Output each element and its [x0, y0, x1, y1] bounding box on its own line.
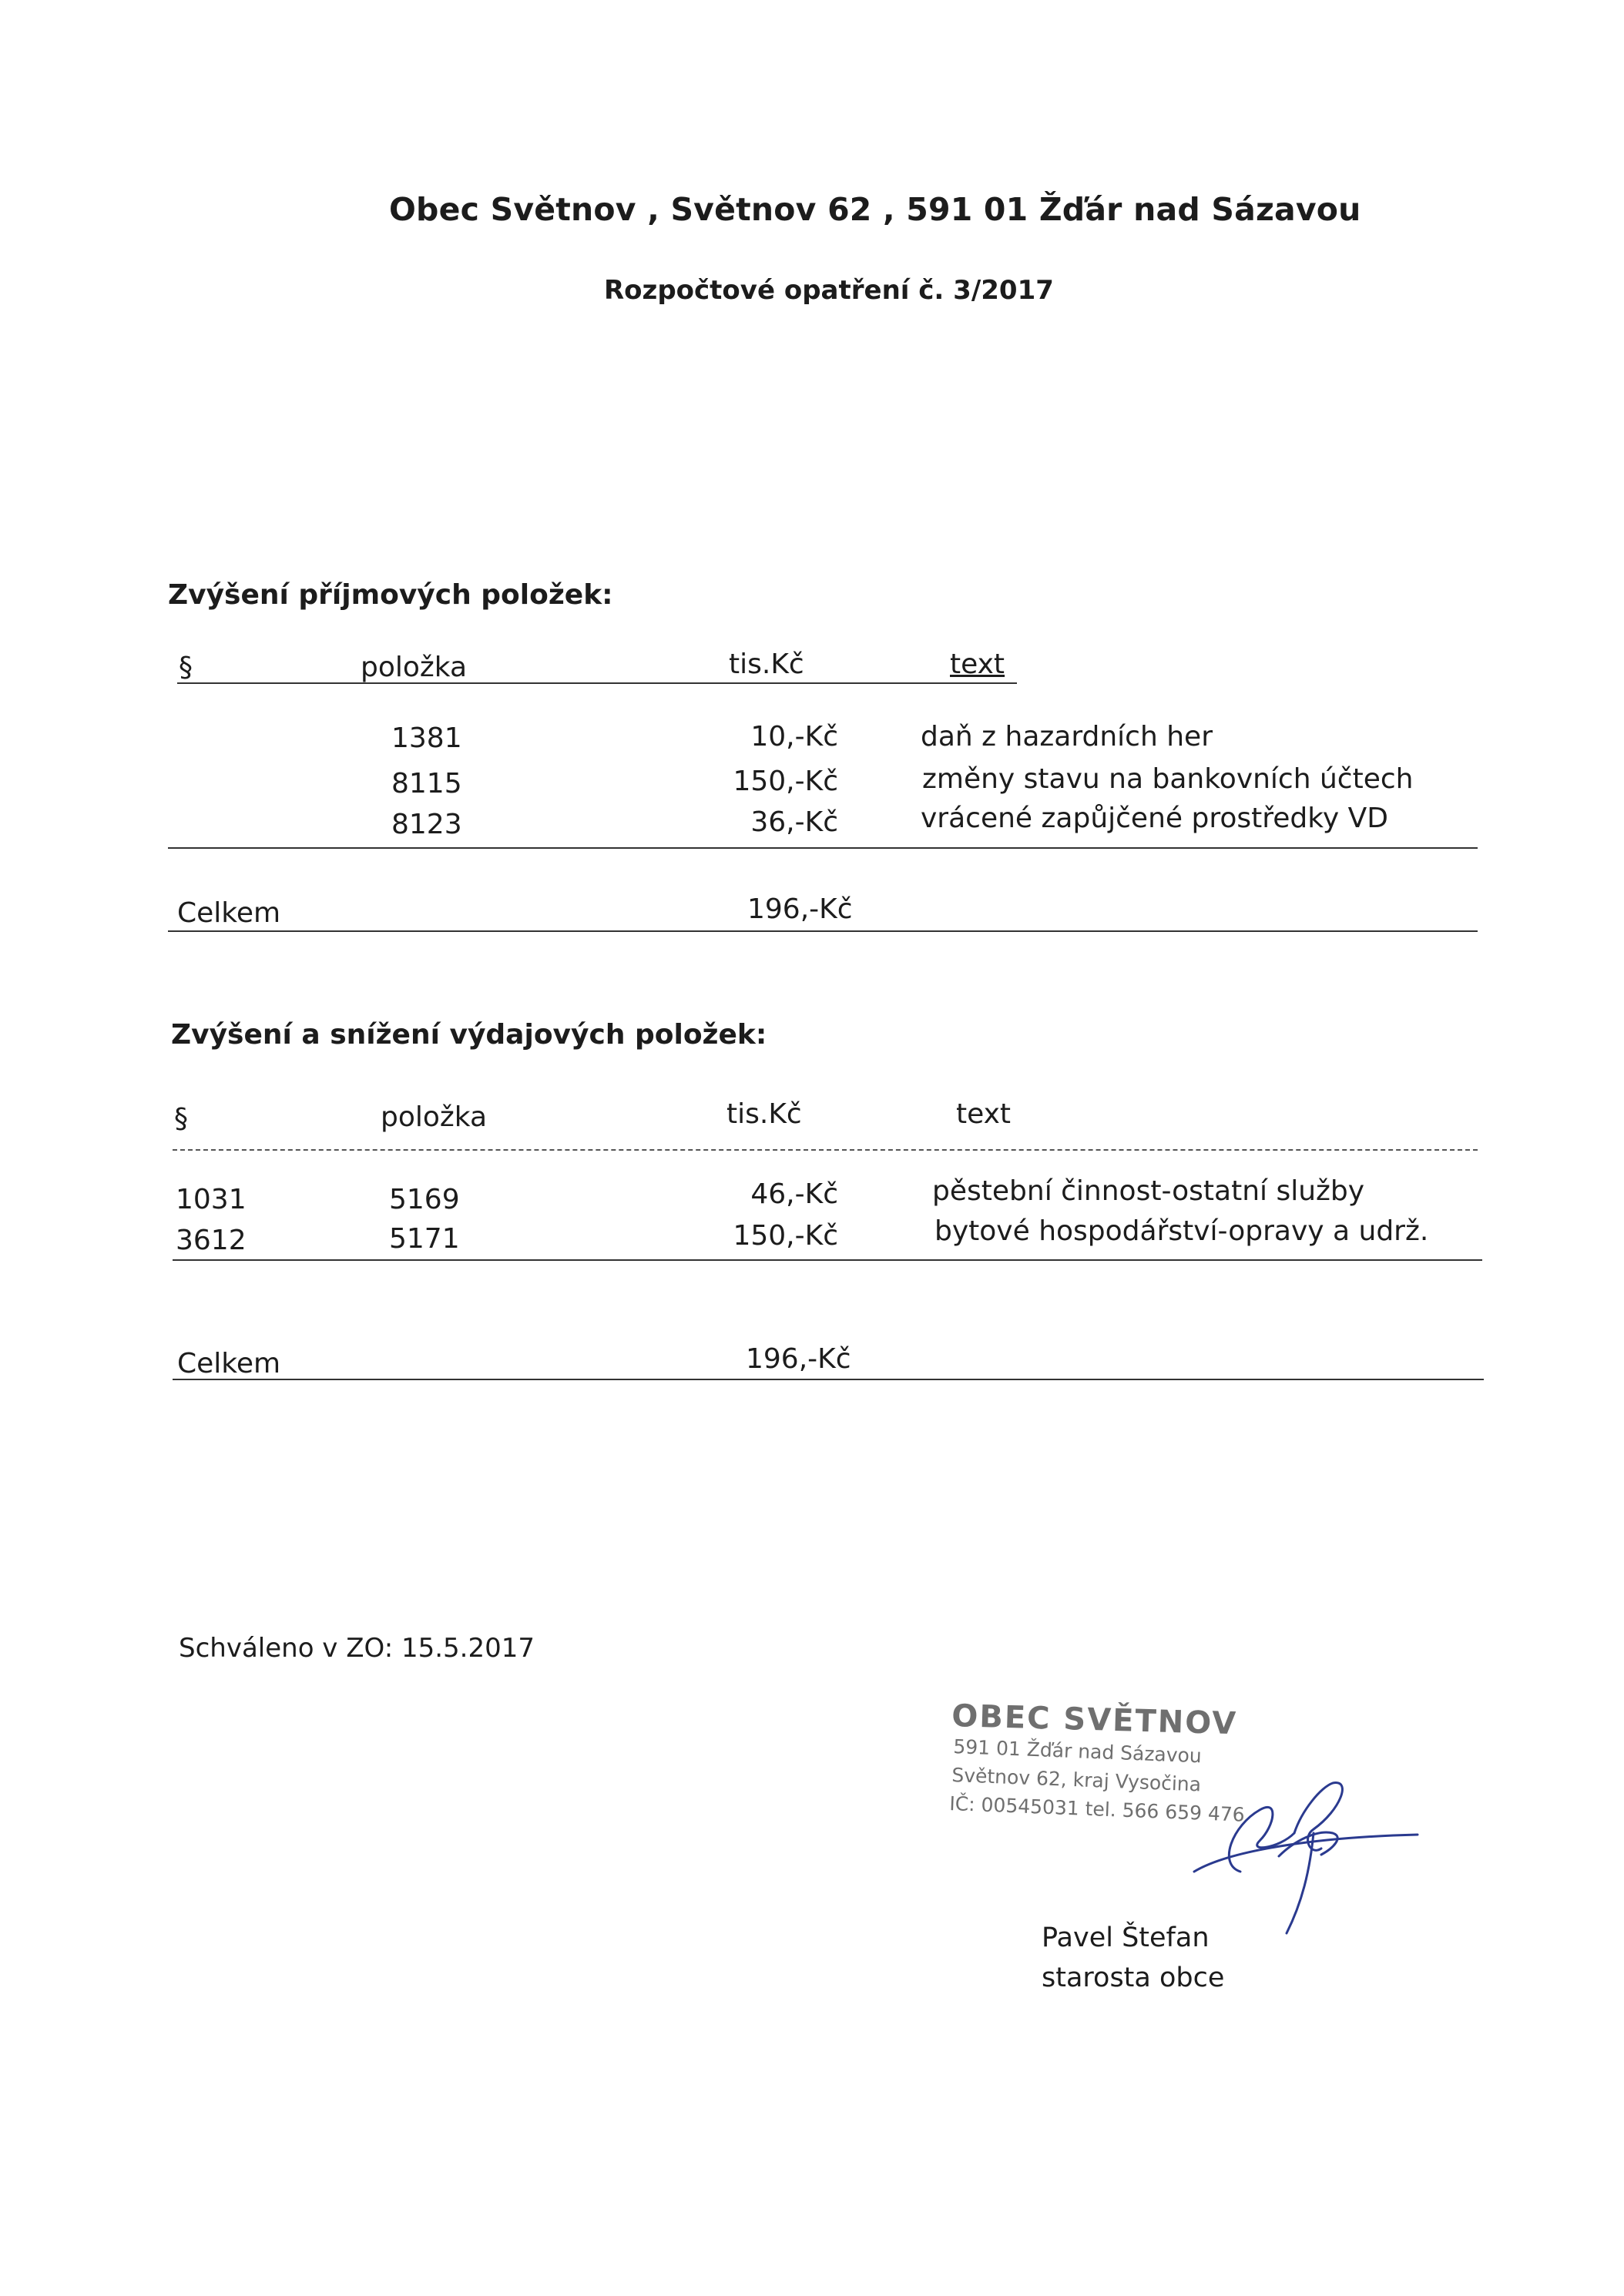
income-col-text: text [950, 649, 1005, 680]
approval-date: Schváleno v ZO: 15.5.2017 [179, 1633, 535, 1664]
income-col-item: položka [361, 652, 468, 683]
income-row-item: 8115 [391, 768, 462, 799]
expenses-row-item: 5169 [389, 1184, 460, 1215]
income-col-amount: tis.Kč [729, 649, 804, 680]
income-header-rule [177, 682, 1017, 684]
document-subtitle: Rozpočtové opatření č. 3/2017 [604, 275, 1054, 306]
income-row-amount: 10,-Kč [750, 721, 838, 752]
expenses-row-text: bytové hospodářství-opravy a udrž. [934, 1215, 1429, 1247]
expenses-row-amount: 46,-Kč [750, 1178, 838, 1210]
expenses-row-text: pěstební činnost-ostatní služby [932, 1175, 1365, 1207]
expenses-col-amount: tis.Kč [726, 1098, 802, 1130]
document-title: Obec Světnov , Světnov 62 , 591 01 Žďár nad Sázavou [389, 191, 1361, 228]
handwritten-signature [1186, 1756, 1441, 1941]
expenses-total-rule [173, 1379, 1484, 1380]
income-row-text: změny stavu na bankovních účtech [922, 763, 1414, 795]
expenses-row-item: 5171 [389, 1223, 460, 1255]
expenses-header-rule [173, 1149, 1478, 1151]
income-row-text: daň z hazardních her [921, 721, 1213, 752]
income-row-text: vrácené zapůjčené prostředky VD [921, 803, 1388, 834]
expenses-col-paragraph: § [174, 1103, 188, 1135]
income-row-amount: 36,-Kč [750, 806, 838, 838]
income-total-rule [168, 930, 1478, 932]
income-section-heading: Zvýšení příjmových položek: [168, 579, 613, 611]
signatory-name: Pavel Štefan [1042, 1922, 1210, 1953]
stamp-street-line: Světnov 62, kraj Vysočina [951, 1764, 1202, 1796]
expenses-col-item: položka [381, 1101, 488, 1133]
expenses-total-label: Celkem [177, 1348, 281, 1379]
expenses-rows-rule [173, 1259, 1482, 1261]
expenses-row-paragraph: 1031 [176, 1184, 247, 1215]
stamp-title: OBEC SVĚTNOV [951, 1698, 1238, 1742]
income-row-item: 1381 [391, 722, 462, 754]
signatory-role: starosta obce [1042, 1962, 1225, 1993]
income-row-item: 8123 [391, 809, 462, 840]
expenses-col-text: text [956, 1098, 1012, 1130]
stamp-id-line: IČ: 00545031 tel. 566 659 476 [948, 1792, 1246, 1826]
expenses-total-amount: 196,-Kč [746, 1343, 851, 1375]
expenses-row-paragraph: 3612 [176, 1225, 247, 1256]
expenses-row-amount: 150,-Kč [733, 1220, 838, 1252]
stamp-address-line: 591 01 Žďár nad Sázavou [952, 1735, 1203, 1768]
income-total-amount: 196,-Kč [747, 893, 853, 925]
income-row-amount: 150,-Kč [733, 766, 838, 797]
income-rows-rule [168, 847, 1478, 849]
income-total-label: Celkem [177, 897, 281, 929]
expenses-section-heading: Zvýšení a snížení výdajových položek: [171, 1019, 767, 1051]
income-col-paragraph: § [179, 652, 193, 683]
